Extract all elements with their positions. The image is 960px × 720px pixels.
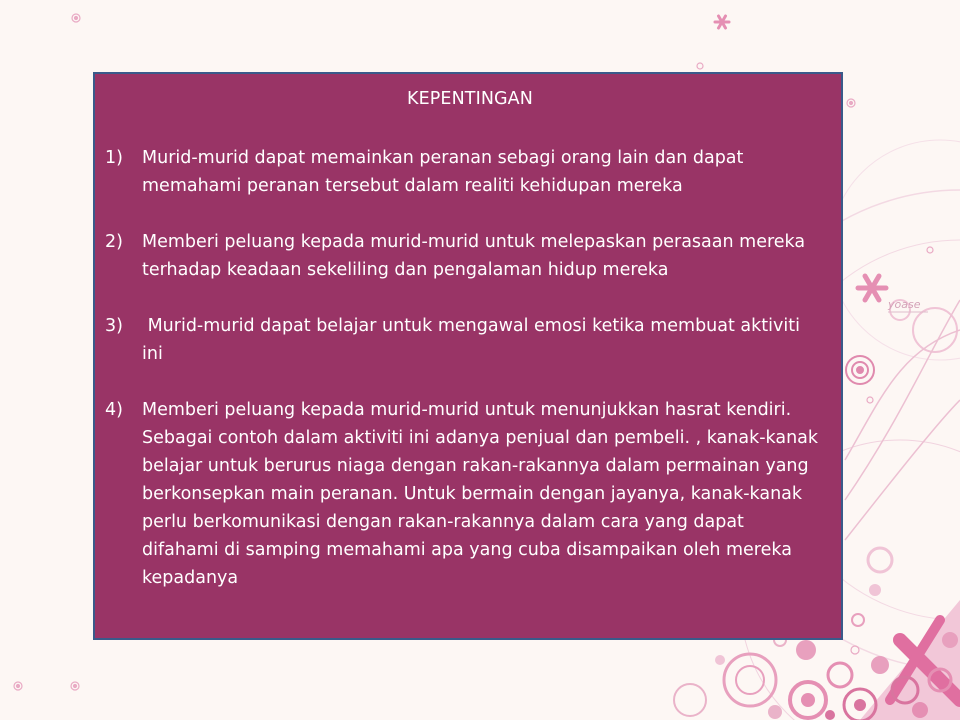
list-item: [95, 396, 845, 592]
list-item: [95, 312, 845, 368]
list-item: [95, 228, 845, 284]
point-number: 2): [105, 232, 123, 252]
slide-title: KEPENTINGAN: [407, 89, 533, 109]
point-text: Memberi peluang kepada murid-murid untuk melepaskan perasaan mereka terhadap keadaan sekeliling dan pengalaman hidup mereka: [142, 232, 806, 280]
point-number: 1): [105, 148, 123, 168]
point-number: 3): [105, 316, 123, 336]
point-text: Murid-murid dapat belajar untuk mengawal emosi ketika membuat aktiviti ini: [142, 316, 806, 364]
content-box: [93, 72, 843, 640]
background-logo: yoase: [888, 298, 921, 311]
target-circles: [846, 300, 957, 384]
point-text: Memberi peluang kepada murid-murid untuk menunjukkan hasrat kendiri. Sebagai contoh dalam aktiviti ini adanya penjual dan pembeli. , kanak-kanak belajar untuk berurus niaga dengan rakan-rakannya dalam permainan yang berkonsepkan main peranan. Untuk bermain dengan jayanya, kanak-kanak perlu berkomunikasi dengan rakan-rakannya dalam cara yang dapat difahami di samping memahami apa yang cuba disampaikan oleh mereka kepadanya: [142, 400, 819, 588]
points-list: [95, 144, 845, 620]
point-number: 4): [105, 400, 123, 420]
swirl-lines: [845, 300, 960, 540]
point-text: Murid-murid dapat memainkan peranan sebagi orang lain dan dapat memahami peranan tersebut dalam realiti kehidupan mereka: [142, 148, 744, 196]
list-item: [95, 144, 845, 200]
